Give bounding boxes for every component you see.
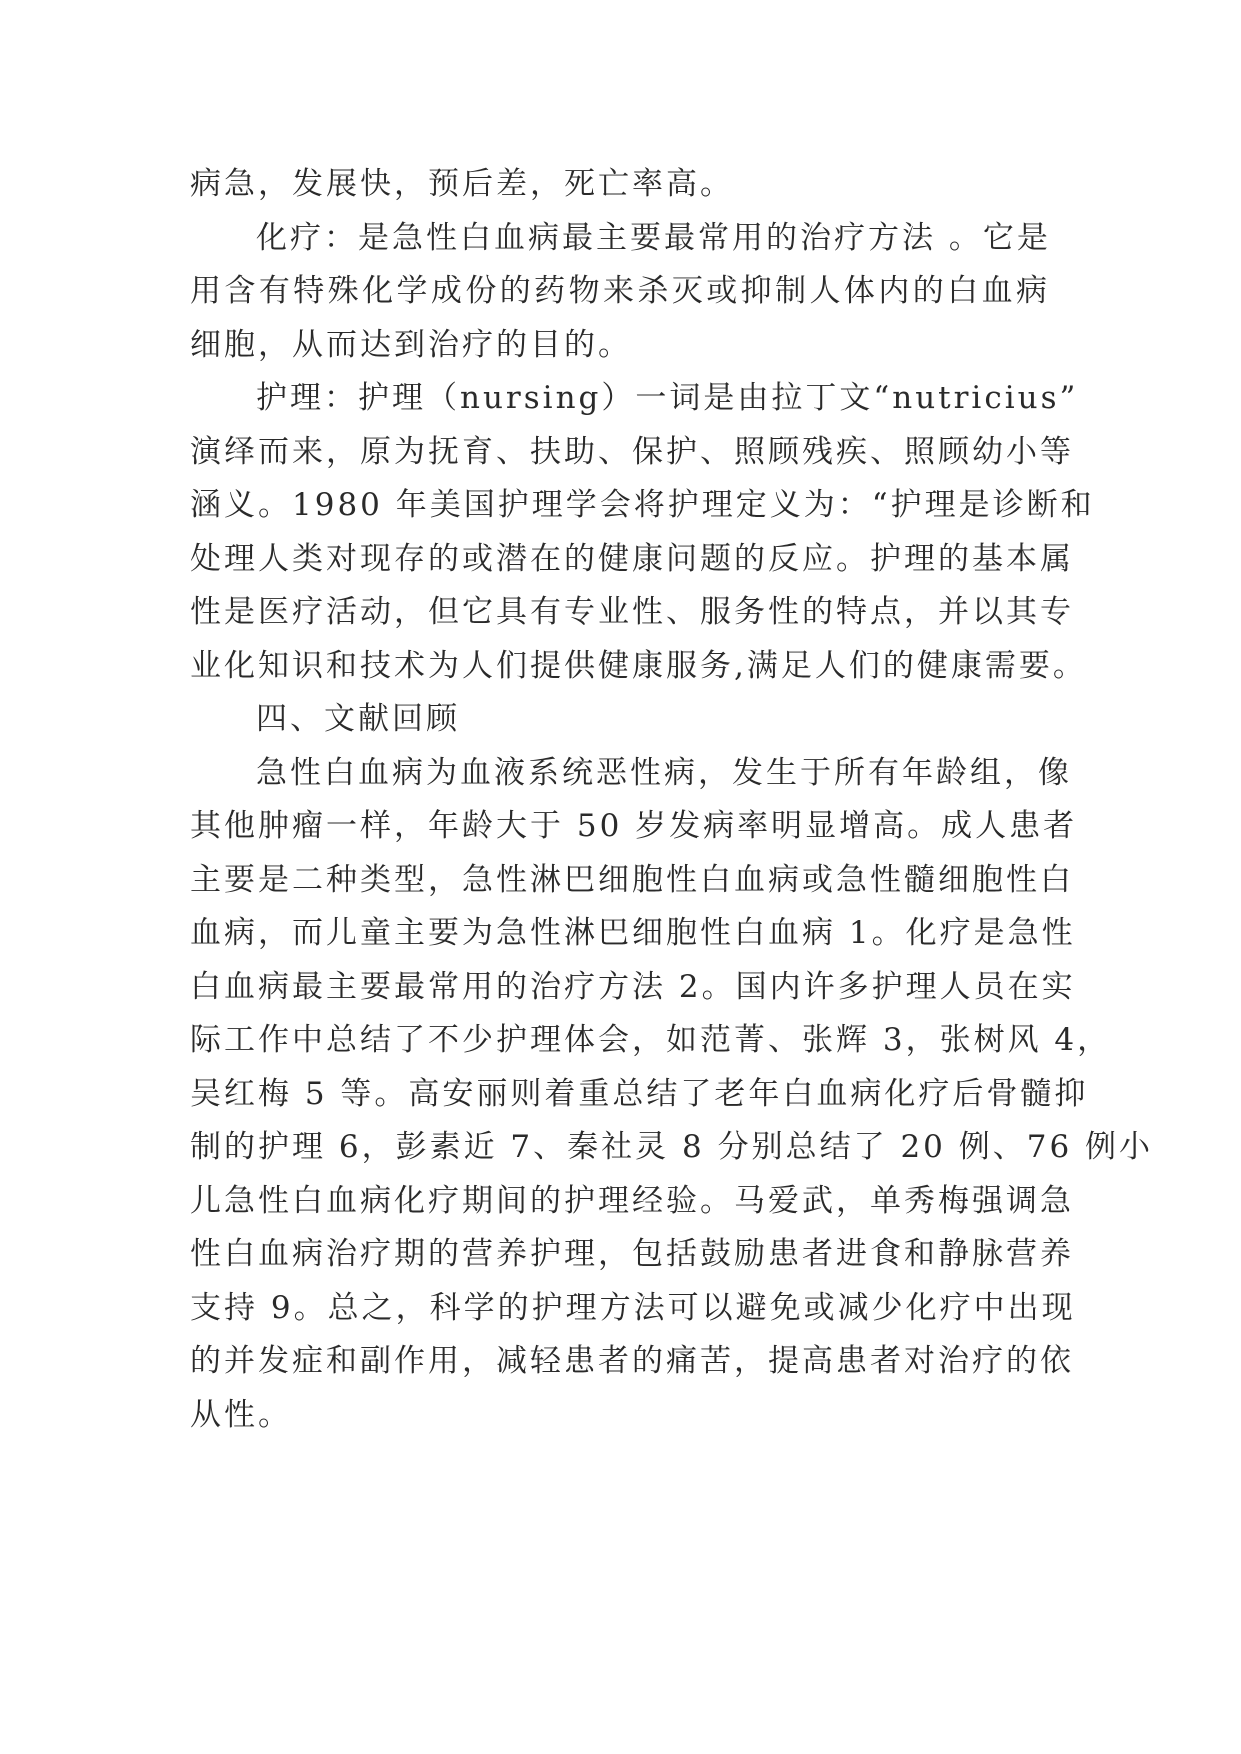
text-line: 制的护理 6，彭素近 7、秦社灵 8 分别总结了 20 例、76 例小 bbox=[190, 1129, 1154, 1165]
text-line: 护理：护理（nursing）一词是由拉丁文“nutricius” bbox=[256, 380, 1079, 416]
document-body bbox=[190, 158, 1154, 1442]
text-line: 白血病最主要最常用的治疗方法 2。国内许多护理人员在实 bbox=[190, 968, 1076, 1005]
text-line: 血病，而儿童主要为急性淋巴细胞性白血病 1。化疗是急性 bbox=[190, 915, 1076, 951]
text-line: 演绎而来，原为抚育、扶助、保护、照顾残疾、照顾幼小等 bbox=[190, 433, 1074, 470]
text-line: 用含有特殊化学成份的药物来杀灭或抑制人体内的白血病 bbox=[190, 273, 1050, 309]
text-line: 业化知识和技术为人们提供健康服务,满足人们的健康需要。 bbox=[190, 647, 1087, 684]
text-line: 性是医疗活动，但它具有专业性、服务性的特点，并以其专 bbox=[190, 594, 1074, 630]
text-line: 儿急性白血病化疗期间的护理经验。马爱武，单秀梅强调急 bbox=[190, 1182, 1074, 1219]
text-line: 急性白血病为血液系统恶性病，发生于所有年龄组，像 bbox=[256, 754, 1072, 791]
text-line: 病急，发展快，预后差，死亡率高。 bbox=[190, 166, 734, 202]
text-line: 支持 9。总之，科学的护理方法可以避免或减少化疗中出现 bbox=[190, 1289, 1076, 1326]
text-line: 涵义。1980 年美国护理学会将护理定义为：“护理是诊断和 bbox=[190, 487, 1095, 523]
text-line: 其他肿瘤一样，年龄大于 50 岁发病率明显增高。成人患者 bbox=[190, 808, 1078, 844]
text-line: 从性。 bbox=[190, 1396, 292, 1433]
text-line: 性白血病治疗期的营养护理，包括鼓励患者进食和静脉营养 bbox=[190, 1236, 1074, 1272]
text-line: 细胞，从而达到治疗的目的。 bbox=[190, 326, 632, 363]
text-line: 主要是二种类型，急性淋巴细胞性白血病或急性髓细胞性白 bbox=[190, 861, 1074, 898]
text-line: 吴红梅 5 等。高安丽则着重总结了老年白血病化疗后骨髓抑 bbox=[190, 1075, 1089, 1112]
text-line: 处理人类对现存的或潜在的健康问题的反应。护理的基本属 bbox=[190, 540, 1074, 577]
section-heading: 四、文献回顾 bbox=[256, 701, 460, 737]
text-line: 的并发症和副作用，减轻患者的痛苦，提高患者对治疗的依 bbox=[190, 1343, 1074, 1379]
text-line: 化疗：是急性白血病最主要最常用的治疗方法 。它是 bbox=[256, 219, 1051, 256]
text-line: 际工作中总结了不少护理体会，如范菁、张辉 3，张树风 4， bbox=[190, 1022, 1112, 1058]
